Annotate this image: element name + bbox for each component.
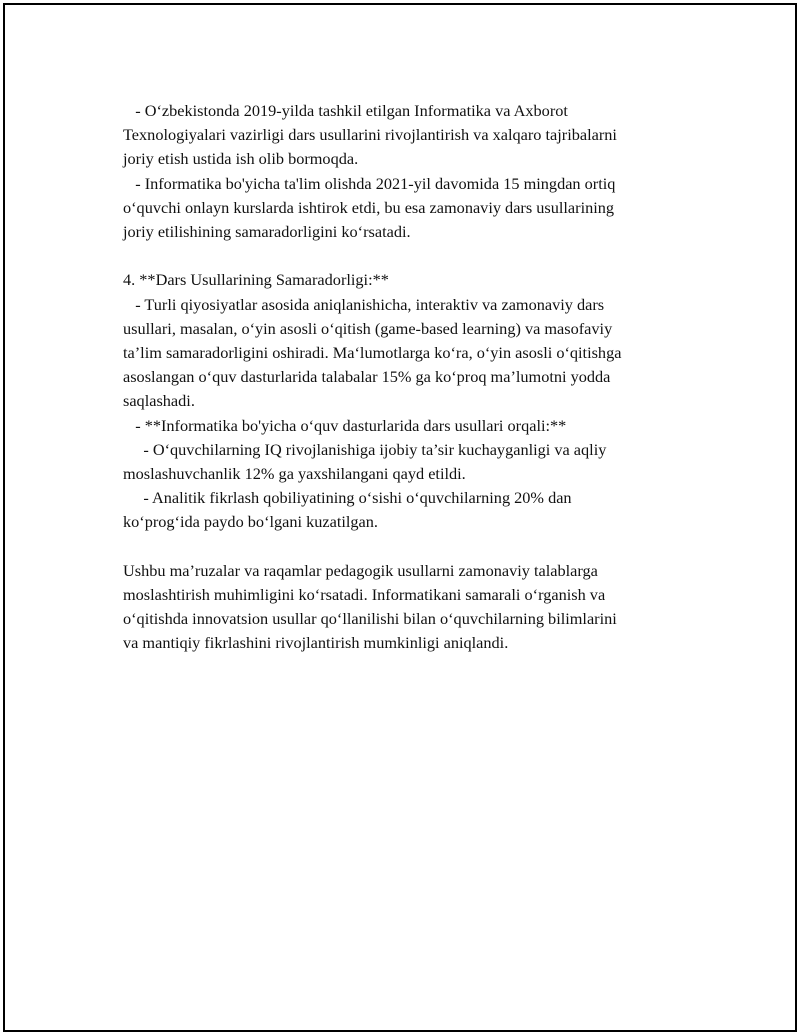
paragraph-online-courses [123, 172, 703, 245]
text-line: - Turli qiyosiyatlar asosida aniqlanishicha, interaktiv va zamonaviy dars [123, 294, 605, 314]
paragraph-comparisons [123, 293, 703, 414]
text-line: Ushbu ma’ruzalar va raqamlar pedagogik usullarni zamonaviy talablarga [123, 560, 598, 580]
blank-line [123, 535, 703, 559]
text-line: saqlashadi. [123, 391, 195, 411]
document-body [123, 99, 703, 656]
paragraph-conclusion [123, 559, 703, 656]
text-line: - O‘zbekistonda 2019-yilda tashkil etilgan Informatika va Axborot [123, 101, 568, 120]
text-line: - **Informatika bo'yicha o‘quv dasturlarida dars usullari orqali:** [123, 415, 567, 435]
text-line: joriy etish ustida ish olib bormoqda. [123, 149, 359, 169]
paragraph-analytic [123, 486, 703, 534]
text-line: - Informatika bo'yicha ta'lim olishda 2021-yil davomida 15 mingdan ortiq [123, 173, 616, 193]
blank-line [123, 244, 703, 268]
paragraph-ministry [123, 99, 703, 172]
text-line: moslashuvchanlik 12% ga yaxshilangani qayd etildi. [123, 464, 466, 484]
text-line: ta’lim samaradorligini oshiradi. Ma‘lumotlarga ko‘ra, o‘yin asosli o‘qitishga [123, 343, 622, 363]
section-heading [123, 268, 703, 292]
text-line: - O‘quvchilarning IQ rivojlanishiga ijobiy ta’sir kuchayganligi va aqliy [123, 439, 607, 459]
text-line: o‘quvchi onlayn kurslarda ishtirok etdi, bu esa zamonaviy dars usullarining [123, 197, 615, 217]
text-line: asoslangan o‘quv dasturlarida talabalar 15% ga ko‘proq ma’lumotni yodda [123, 367, 611, 387]
text-line: joriy etilishining samaradorligini ko‘rsatadi. [123, 222, 411, 242]
text-line: moslashtirish muhimligini ko‘rsatadi. Informatikani samarali o‘rganish va [123, 585, 606, 605]
text-line: usullari, masalan, o‘yin asosli o‘qitish (game-based learning) va masofaviy [123, 318, 613, 338]
text-line: o‘qitishda innovatsion usullar qo‘llanilishi bilan o‘quvchilarning bilimlarini [123, 609, 617, 629]
page-border [3, 3, 797, 1032]
text-line: - Analitik fikrlash qobiliyatining o‘sishi o‘quvchilarning 20% dan [123, 488, 572, 508]
paragraph-iq [123, 438, 703, 486]
paragraph-informatics-methods [123, 414, 703, 438]
section-4-heading: 4. **Dars Usullarining Samaradorligi:** [123, 270, 389, 290]
text-line: va mantiqiy fikrlashini rivojlantirish mumkinligi aniqlandi. [123, 633, 509, 653]
text-line: ko‘prog‘ida paydo bo‘lgani kuzatilgan. [123, 512, 378, 532]
text-line: Texnologiyalari vazirligi dars usullarini rivojlantirish va xalqaro tajribalarni [123, 125, 617, 145]
